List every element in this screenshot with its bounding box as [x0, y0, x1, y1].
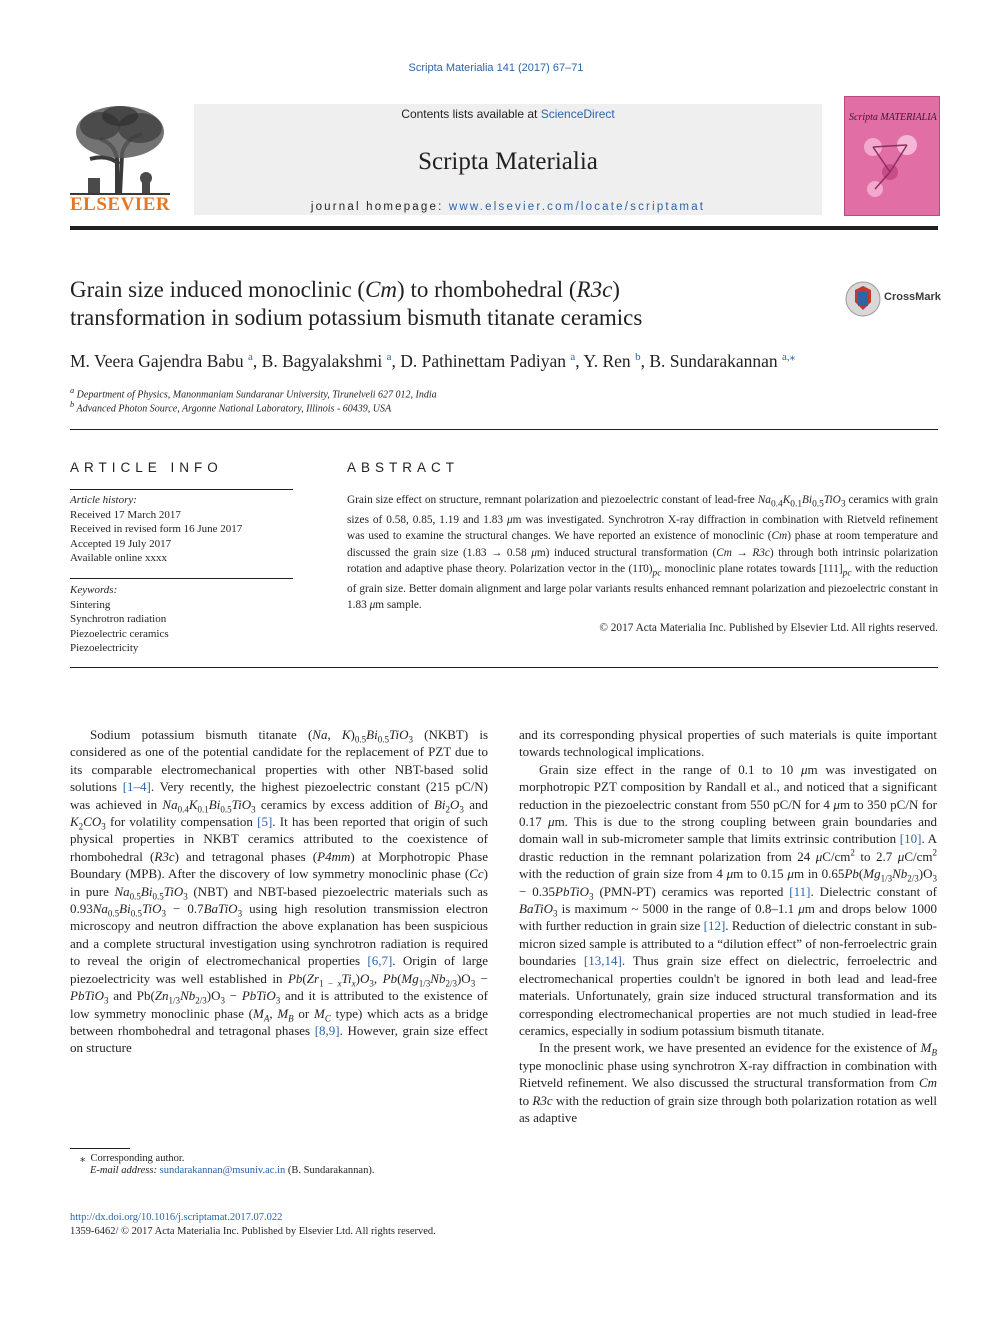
history-item: Accepted 19 July 2017 — [70, 537, 172, 550]
homepage-prefix: journal homepage: — [310, 201, 449, 213]
abstract-copyright: © 2017 Acta Materialia Inc. Published by Elsevier Ltd. All rights reserved. — [599, 622, 938, 634]
article-title — [70, 276, 810, 332]
email-link[interactable]: sundarakannan@msuniv.ac.in — [159, 1165, 286, 1176]
keyword-item: Piezoelectricity — [70, 642, 139, 654]
author-name: B. Sundarakannan — [649, 350, 778, 371]
history-item: Received 17 March 2017 — [70, 508, 181, 521]
corresponding-author-note: ⁎ Corresponding author. — [80, 1153, 185, 1164]
journal-cover-thumbnail[interactable] — [844, 96, 940, 216]
abstract-text: Grain size effect on structure, remnant polarization and piezoelectric constant of lead-free $Na_{0.4}K_{0.1}Bi_{0.5}TiO_3$ ceramics with grain sizes of 0.58, 0.85, 1.19 and 1.83 μm was investigated. Synchrotron X-ray diffraction in combination with Rietveld refinement was used to examine the structural changes. We have reported an existence of monoclinic (Cm) phase at room temperature and discussed the grain size (1.83 → 0.58 μm) induced structural transformation (Cm → R3c) through both intrinsic polarization rotation and adaptive phase theory. Polarization vector in the $(11̄0)_{pc}$ monoclinic plane rotates towards $[111]_{pc}$ with the reduction of grain size. Better domain alignment and large polar variants results enhanced remnant polarization and piezoelectric constant in 1.83 μm sample. — [347, 494, 938, 612]
keyword-item: Synchrotron radiation — [70, 613, 167, 625]
contents-prefix: Contents lists available at — [401, 107, 541, 121]
author-affiliation-mark[interactable]: a — [386, 351, 392, 363]
title-part: ) — [612, 277, 620, 302]
history-label: Article history: — [70, 494, 137, 506]
title-cm: Cm — [365, 277, 398, 302]
footnote-rule — [70, 1148, 130, 1149]
affiliation-a — [70, 386, 938, 400]
cover-title: Scripta MATERIALIA — [849, 112, 937, 123]
email-note — [90, 1165, 374, 1176]
author-name: Y. Ren — [583, 350, 631, 371]
crossmark-label: CrossMark — [884, 291, 941, 303]
journal-homepage-line — [194, 201, 822, 213]
title-line-2: transformation in sodium potassium bismuth titanate ceramics — [70, 305, 643, 330]
history-item: Available online xxxx — [70, 552, 167, 564]
affiliation-mark: b — [70, 400, 75, 409]
title-part: Grain size induced monoclinic ( — [70, 277, 366, 302]
body-column-right — [519, 726, 937, 1126]
author-name: D. Pathinettam Padiyan — [400, 350, 566, 371]
elsevier-wordmark: ELSEVIER — [70, 194, 171, 215]
crossmark-badge[interactable] — [844, 280, 940, 318]
abstract-heading: ABSTRACT — [347, 460, 460, 475]
corresponding-text: Corresponding author. — [90, 1153, 185, 1164]
article-info-heading: ARTICLE INFO — [70, 460, 223, 475]
body-paragraph: Sodium potassium bismuth titanate (Na, $K)_{0.5}Bi_{0.5}TiO_3$ (NKBT) is considered as one of the potential candidate for the replacement of PZT due to its comparable electromechanical properties with other NBT-based solid solutions [1–4]. Very recently, the highest piezoelectric constant (215 pC/N) was achieved in $Na_{0.4}K_{0.1}Bi_{0.5}TiO_3$ ceramics by excess addition of $Bi_2O_3$ and $K_2CO_3$ for volatility compensation [5]. It has been reported that origin of such physical properties in NKBT ceramics attributed to the coexistence of rhombohedral (R3c) and tetragonal phases (P4mm) at Morphotropic Phase Boundary (MPB). After the discovery of low symmetry monoclinic phase (Cc) in pure $Na_{0.5}Bi_{0.5}TiO_3$ (NBT) and NBT-based piezoelectric materials such as $0.93Na_{0.5}Bi_{0.5}TiO_3$ − 0.7BaTiO$_3$ using high resolution transmission electron microscopy and neutron diffraction the above explanation has been suspicious and a complete structural investigation using synchrotron radiation is required to reveal the origin of electromechanical properties [6,7]. Origin of large piezoelectricity was well established in $Pb(Zr_{1 - x}Ti_x)O_3$, $Pb(Mg_{1/3}Nb_{2/3})O_3$ − PbTiO$_3$ and $Pb(Zn_{1/3}Nb_{2/3})O_3$ − PbTiO$_3$ and it is attributed to the existence of low symmetry monoclinic phase ($M_A$, $M_B$ or $M_C$ type) which acts as a bridge between rhombohedral and tetragonal phases [8,9]. However, grain size effect on structure — [70, 727, 488, 1056]
section-rule — [70, 667, 938, 668]
section-rule — [70, 429, 938, 430]
elsevier-tree-icon — [70, 104, 170, 196]
sciencedirect-link[interactable]: ScienceDirect — [540, 107, 615, 121]
title-part: ) to rhombohedral ( — [397, 277, 577, 302]
keywords-label: Keywords: — [70, 584, 118, 596]
contents-available-line — [194, 107, 822, 121]
author-affiliation-mark[interactable]: a — [570, 351, 576, 363]
article-info-rule — [70, 489, 293, 490]
body-paragraph: Grain size effect in the range of 0.1 to 10 μm was investigated on morphotropic PZT composition by Randall et al., and noticed that a significant reduction in the piezoelectric constant from 550 pC/N for 4 μm to 350 pC/N for 0.17 μm. This is due to the strong coupling between grain boundaries and domain wall in sub-micrometer sample that limits extrinsic contribution [10]. A drastic reduction in the remnant polarization from 24 $\mu C/cm^2$ to 2.7 $\mu C/cm^2$ with the reduction of grain size from 4 μm to 0.15 μm in $0.65Pb(Mg_{1/3}Nb_{2/3})O_3$ − 0.35PbTiO$_3$ (PMN-PT) ceramics was reported [11]. Dielectric constant of BaTiO$_3$ is maximum ~ 5000 in the range of 0.8–1.1 μm and drops below 1000 with further reduction in grain size [12]. Reduction of dielectric constant in sub-micron sized sample is attributed to a “dilution effect” of non-ferroelectric grain boundaries [13,14]. Thus grain size effect on dielectric, ferroelectric and electromechanical properties couldn't be ignored in both lead and lead-free materials. Unfortunately, grain size induced structural transformation and its corresponding electromechanical properties are not much studied in lead-free ceramics, especially in sodium potassium bismuth titanate. — [519, 761, 938, 1038]
crossmark-icon — [844, 280, 882, 318]
title-r3c: R3c — [576, 277, 613, 302]
author-affiliation-mark[interactable]: a,⁎ — [782, 351, 796, 363]
body-paragraph: In the present work, we have presented an evidence for the existence of $M_B$ type monoclinic phase using synchrotron X-ray diffraction in combination with Rietveld refinement. We also discussed the structural transformation from Cm to R3c with the reduction of grain size through both polarization rotation as well as adaptive — [519, 1040, 937, 1125]
affiliation-text: Advanced Photon Source, Argonne National Laboratory, Illinois - 60439, USA — [76, 403, 392, 415]
keyword-item: Piezoelectric ceramics — [70, 627, 169, 640]
journal-reference[interactable]: Scripta Materialia 141 (2017) 67–71 — [408, 62, 584, 74]
doi-link[interactable]: http://dx.doi.org/10.1016/j.scriptamat.2017.07.022 — [70, 1212, 283, 1223]
article-history — [70, 493, 293, 566]
issn-copyright: 1359-6462/ © 2017 Acta Materialia Inc. Published by Elsevier Ltd. All rights reserved. — [70, 1226, 436, 1237]
homepage-link[interactable]: www.elsevier.com/locate/scriptamat — [448, 201, 706, 213]
author-list: M. Veera Gajendra Babu $^a$, B. Bagyalakshmi $^a$, D. Pathinettam Padiyan $^a$, Y. Ren $^b$, B. Sundarakannan $^{a,⁎}$ — [70, 350, 796, 371]
affiliation-text: Department of Physics, Manonmaniam Sundaranar University, Tirunelveli 627 012, India — [76, 389, 437, 401]
body-column-left — [70, 726, 488, 1057]
keyword-item: Sintering — [70, 598, 111, 611]
article-info-rule — [70, 578, 293, 579]
body-paragraph: and its corresponding physical properties of such materials is quite important towards technological implications. — [519, 727, 937, 760]
author-affiliation-mark[interactable]: a — [248, 351, 253, 363]
journal-name: Scripta Materialia — [418, 148, 598, 175]
elsevier-logo — [70, 104, 170, 216]
email-label: E-mail address: — [90, 1165, 157, 1176]
author-affiliation-mark[interactable]: b — [635, 351, 641, 363]
author-name: B. Bagyalakshmi — [261, 350, 383, 371]
author-name: M. Veera Gajendra Babu — [70, 350, 244, 371]
history-item: Received in revised form 16 June 2017 — [70, 523, 243, 535]
email-owner: (B. Sundarakannan). — [285, 1165, 375, 1176]
affiliation-mark: a — [70, 386, 75, 395]
affiliation-b — [70, 400, 938, 414]
keywords — [70, 583, 293, 656]
header-rule — [70, 226, 938, 230]
